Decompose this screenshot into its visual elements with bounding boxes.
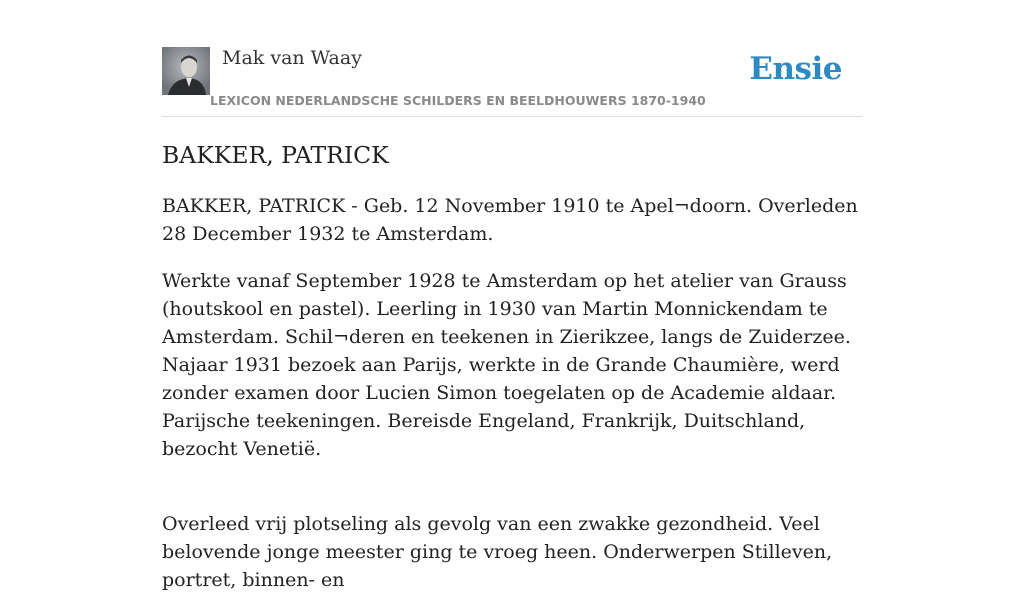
paragraph: Werkte vanaf September 1928 te Amsterdam op het atelier van Grauss (houtskool en pastel). Leerling in 1930 van Martin Monnickendam te Amsterdam. Schil¬deren en teekenen in Zierikzee, langs de Zuiderzee. Najaar 1931 bezoek aan Parijs, werkte in de Grande Chaumière, werd zonder examen door Lucien Simon toegelaten op de Academie aldaar. Parijsche teekeningen. Bereisde Engeland, Frankrijk, Duitschland, bezocht Venetië. — [162, 270, 851, 460]
article-page — [162, 0, 862, 591]
author-name[interactable]: Mak van Waay — [222, 47, 362, 69]
portrait-icon — [162, 47, 210, 95]
paragraph: Overleed vrij plotseling als gevolg van een zwakke gezondheid. Veel belovende jonge meester ging te vroeg heen. Onderwerpen Stilleven, portret, binnen- en — [162, 513, 833, 591]
source-title[interactable]: LEXICON NEDERLANDSCHE SCHILDERS EN BEELDHOUWERS 1870-1940 — [210, 93, 706, 108]
paragraph: BAKKER, PATRICK - Geb. 12 November 1910 te Apel¬doorn. Overleden 28 December 1932 te Amsterdam. — [162, 195, 858, 245]
author-avatar[interactable] — [162, 47, 210, 95]
entry-title: BAKKER, PATRICK — [162, 141, 389, 169]
brand-logo[interactable]: Ensie — [749, 51, 842, 87]
article-header — [162, 0, 862, 117]
entry-body — [162, 192, 862, 613]
paragraph-spacer — [162, 482, 862, 510]
